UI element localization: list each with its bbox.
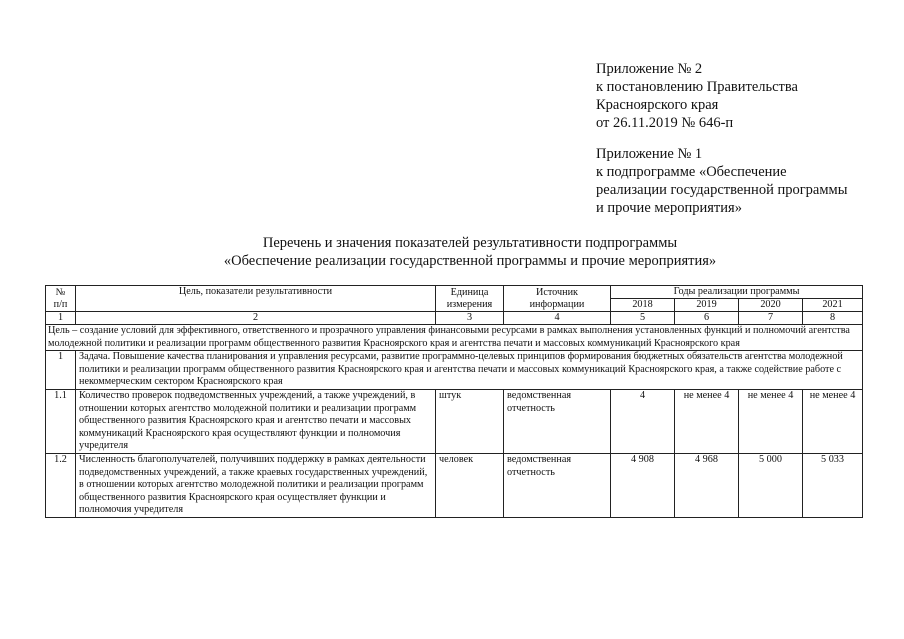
- row-source: ведомственная отчетность: [504, 389, 611, 453]
- row-value-2021: не менее 4: [803, 389, 863, 453]
- annex-secondary-line: реализации государственной программы: [596, 182, 848, 198]
- task-text: Задача. Повышение качества планирования и управления ресурсами, развитие программно-целевых принципов формирования бюджетных обязательств агентства молодежной политики и реализации программ общественного развития Красноярского края и агентства печати и массовых коммуникаций Красноярского края, а также содействие работе с некоммерческим сектором Красноярского края: [76, 351, 863, 390]
- annex-secondary-line: Приложение № 1: [596, 146, 703, 162]
- header-source-label: Источник: [535, 286, 578, 298]
- header-year-2020: 2020: [739, 299, 803, 312]
- column-number: 1: [46, 312, 76, 325]
- goal-text: Цель – создание условий для эффективного, ответственного и прозрачного управления финансовыми ресурсами в рамках выполнения установленных функций и полномочий агентства молодежной политики и реализации программ общественного развития Красноярского края и агентства печати и массовых коммуникаций Красноярского края: [46, 325, 863, 351]
- column-number: 8: [803, 312, 863, 325]
- annex-primary-block: [596, 60, 896, 132]
- row-indicator: Численность благополучателей, получивших поддержку в рамках деятельности подведомственных учреждений, а также краевых государственных учреждений, в отношении которых агентство молодежной политики и реализации программ общественного развития Красноярского края осуществляет функции и полномочия учредителя: [76, 453, 436, 517]
- row-indicator: Количество проверок подведомственных учреждений, а также учреждений, в отношении которых агентство молодежной политики и реализации программ общественного развития Красноярского края и агентство печати и массовых коммуникаций Красноярского края осуществляют функции и полномочия учредителя: [76, 389, 436, 453]
- row-source: ведомственная отчетность: [504, 453, 611, 517]
- indicators-table: [45, 285, 863, 518]
- column-number: 5: [611, 312, 675, 325]
- row-value-2018: 4 908: [611, 453, 675, 517]
- annex-secondary-line: к подпрограмме «Обеспечение: [596, 164, 787, 180]
- row-value-2020: не менее 4: [739, 389, 803, 453]
- column-number-row: [46, 312, 863, 325]
- header-row-1: [46, 286, 863, 299]
- annex-primary-line: Красноярского края: [596, 97, 719, 113]
- header-no-sub: п/п: [53, 298, 68, 310]
- table-row: [46, 453, 863, 517]
- header-year-2018: 2018: [611, 299, 675, 312]
- header-no-label: №: [55, 286, 66, 298]
- header-unit-label: Единица: [450, 286, 489, 298]
- annex-primary-line: Приложение № 2: [596, 61, 703, 77]
- column-number: 2: [76, 312, 436, 325]
- column-number: 7: [739, 312, 803, 325]
- row-value-2019: 4 968: [675, 453, 739, 517]
- document-title: [100, 234, 840, 270]
- annex-primary-line: к постановлению Правительства: [596, 79, 798, 95]
- task-row: [46, 351, 863, 390]
- header-year-2019: 2019: [675, 299, 739, 312]
- task-no: 1: [46, 351, 76, 390]
- annex-secondary-block: [596, 145, 896, 217]
- row-value-2021: 5 033: [803, 453, 863, 517]
- row-unit: штук: [436, 389, 504, 453]
- row-no: 1.2: [46, 453, 76, 517]
- header-goal: Цель, показатели результативности: [76, 286, 436, 312]
- row-value-2018: 4: [611, 389, 675, 453]
- header-source-sub: информации: [529, 298, 585, 310]
- goal-row: [46, 325, 863, 351]
- header-source: [504, 286, 611, 312]
- column-number: 3: [436, 312, 504, 325]
- header-no: [46, 286, 76, 312]
- table-row: [46, 389, 863, 453]
- header-unit-sub: измерения: [446, 298, 493, 310]
- row-unit: человек: [436, 453, 504, 517]
- annex-secondary-line: и прочие мероприятия»: [596, 200, 742, 216]
- column-number: 4: [504, 312, 611, 325]
- column-number: 6: [675, 312, 739, 325]
- row-value-2020: 5 000: [739, 453, 803, 517]
- row-value-2019: не менее 4: [675, 389, 739, 453]
- annex-primary-line: от 26.11.2019 № 646-п: [596, 115, 734, 131]
- row-no: 1.1: [46, 389, 76, 453]
- header-year-2021: 2021: [803, 299, 863, 312]
- header-unit: [436, 286, 504, 312]
- header-years-group: Годы реализации программы: [611, 286, 863, 299]
- document-title-line-1: Перечень и значения показателей результативности подпрограммы: [262, 235, 678, 251]
- document-title-line-2: «Обеспечение реализации государственной программы и прочие мероприятия»: [223, 253, 717, 269]
